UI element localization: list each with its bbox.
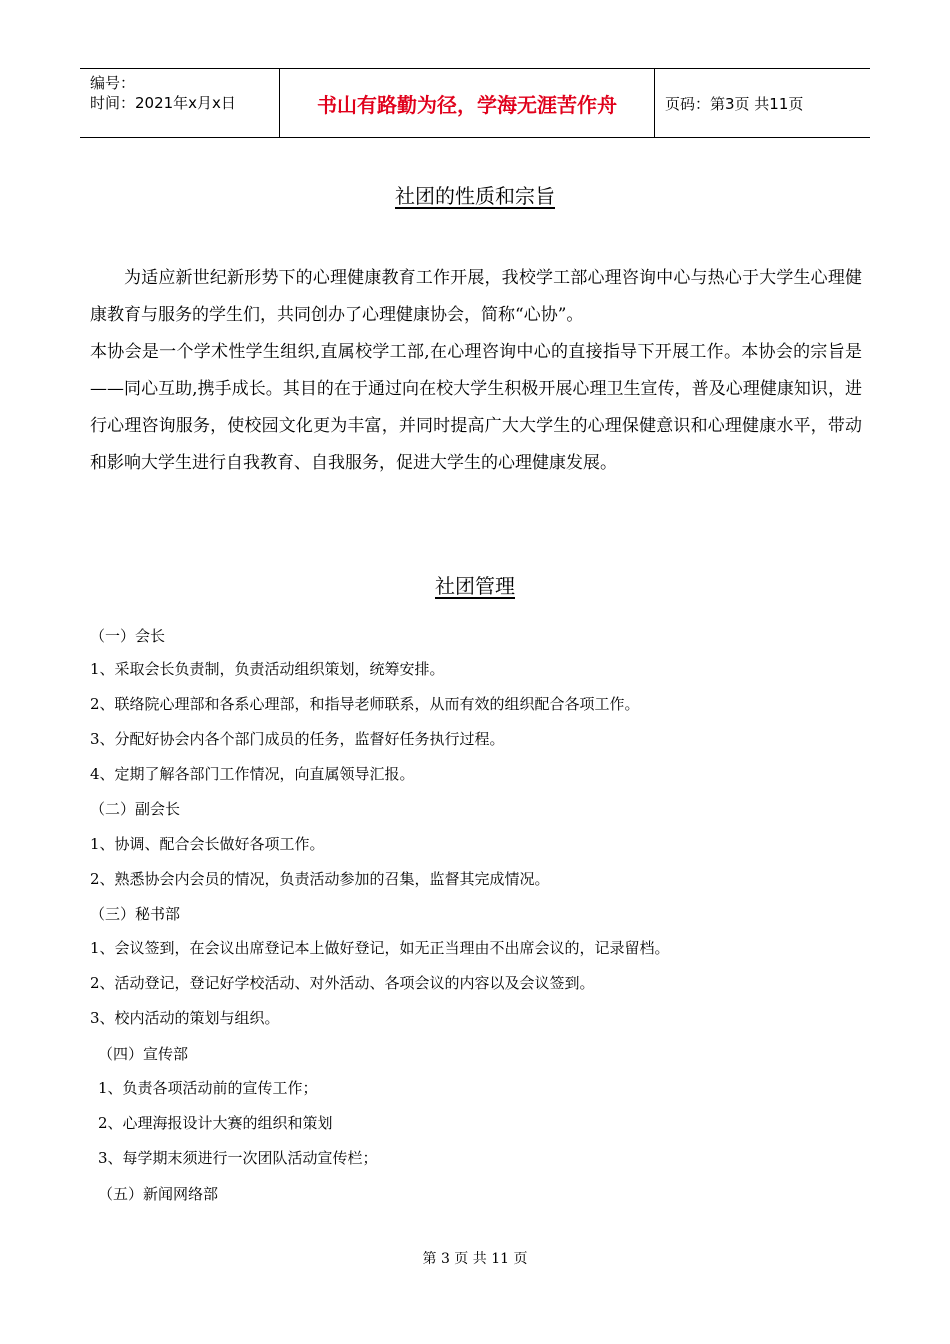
paragraph-1: 为适应新世纪新形势下的心理健康教育工作开展，我校学工部心理咨询中心与热心于大学生心理健康教育与服务的学生们，共同创办了心理健康协会，简称“心协”。 xyxy=(90,268,862,325)
section-title-nature: 社团的性质和宗旨 xyxy=(395,184,555,208)
heading-president: （一）会长 xyxy=(90,627,166,645)
list-item: 3、校内活动的策划与组织。 xyxy=(90,1009,280,1027)
list-item: 2、心理海报设计大赛的组织和策划 xyxy=(98,1114,333,1132)
list-item: 2、活动登记，登记好学校活动、对外活动、各项会议的内容以及会议签到。 xyxy=(90,974,595,992)
list-item: 4、定期了解各部门工作情况，向直属领导汇报。 xyxy=(90,765,415,783)
number-label: 编号： xyxy=(90,74,136,92)
list-item: 1、会议签到，在会议出席登记本上做好登记，如无正当理由不出席会议的，记录留档。 xyxy=(90,939,670,957)
list-item: 2、联络院心理部和各系心理部，和指导老师联系，从而有效的组织配合各项工作。 xyxy=(90,695,640,713)
list-item: 3、分配好协会内各个部门成员的任务，监督好任务执行过程。 xyxy=(90,730,505,748)
page-footer: 第 3 页 共 11 页 xyxy=(422,1251,528,1267)
header-motto: 书山有路勤为径，学海无涯苦作舟 xyxy=(280,69,655,137)
page-header xyxy=(80,68,870,138)
heading-news: （五）新闻网络部 xyxy=(98,1185,219,1203)
list-item: 1、负责各项活动前的宣传工作； xyxy=(98,1079,318,1097)
list-item: 1、协调、配合会长做好各项工作。 xyxy=(90,835,325,853)
list-item: 3、每学期末须进行一次团队活动宣传栏； xyxy=(98,1149,378,1167)
section-title-management: 社团管理 xyxy=(435,574,515,598)
heading-vice-president: （二）副会长 xyxy=(90,800,181,818)
header-page-info: 页码：第3页 共11页 xyxy=(665,94,804,113)
list-item: 2、熟悉协会内会员的情况，负责活动参加的召集，监督其完成情况。 xyxy=(90,870,550,888)
time-label: 时间：2021年x月x日 xyxy=(90,94,236,112)
heading-publicity: （四）宣传部 xyxy=(98,1045,189,1063)
list-item: 1、采取会长负责制，负责活动组织策划，统筹安排。 xyxy=(90,660,445,678)
heading-secretariat: （三）秘书部 xyxy=(90,905,181,923)
header-meta xyxy=(80,69,280,137)
section-body-nature xyxy=(90,260,862,482)
paragraph-2: 本协会是一个学术性学生组织,直属校学工部,在心理咨询中心的直接指导下开展工作。本协会的宗旨是——同心互助,携手成长。其目的在于通过向在校大学生积极开展心理卫生宣传，普及心理健康知识，进行心理咨询服务，使校园文化更为丰富，并同时提高广大大学生的心理保健意识和心理健康水平，带动和影响大学生进行自我教育、自我服务，促进大学生的心理健康发展。 xyxy=(90,342,862,473)
